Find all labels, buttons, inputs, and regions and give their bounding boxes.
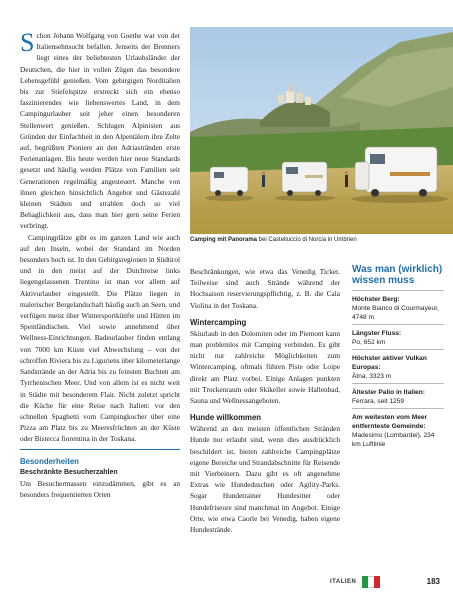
subheading-besucherzahlen: Beschränkte Besucherzahlen — [20, 468, 118, 476]
section-heading-besonderheiten: Besonderheiten — [20, 456, 79, 466]
page-footer — [330, 576, 440, 590]
fact-item: Höchster aktiver Vulkan Europas: Ätna, 3323 m — [352, 349, 444, 381]
fact-item: Längster Fluss: Po, 652 km — [352, 324, 444, 347]
intro-paragraph: Schon Johann Wolfgang von Goethe war von der Italiensehnsucht befallen. Jenseits der Brenners liegt eines der beliebtesten Urlaubsländer der Deutschen, die hier in vollen Zügen das besondere Lebensgefühl genießen. Vom gebirgigen Norditalien bis zur Stiefelspitze erstreckt sich ein ebenso faszinierendes wie liebenswertes Land, in dem Campingurlauber seit jeher einen besonderen Stellenwert genießen. Schlugen Alpinisten aus Gründen der Einfachheit in den Alpentälern ihre Zelte auf, begrüßten Pioniere an den Adriastränden erste Ferienanlagen. Bis heute werden hier neue Standards gesetzt und häufig werden Plätze von Familien seit Generationen regelmäßig angesteuert. Manche von ihnen gleichen hinsichtlich Angebot und Gästezahl kleinen Städten und strahlen doch so viel Behaglichkeit aus, dass man hier gern seine Ferien verbringt. — [20, 28, 180, 231]
section-heading-wintercamping: Wintercamping — [190, 317, 247, 327]
body-paragraph: Campingplätze gibt es im ganzen Land wie auch auf den Inseln, wobei der Standard im Norden besonders hoch ist. In den Gebirgsregionen in Südtirol und in den meist auf der Dutchreise links liegengelassenen Trentino ist man vor allem auf Aktivurlauber eingestellt. Die Plätze liegen in malerischer Bergelandschaft häufig auch an Seen, und verfügen meist über Wintersportkünfte und Hütten im Speinländischen. Viel sowie annehmend über Wellness-Einrichtungen. Badeurlauber finden entlang von 7000 km Küste viel Abwechslung – von der schroffen Riviera bis zu Liguriens über kilometerlange Sandstrände an der Adria bis zu feinsten Buchten am Tyrrhenischen Meer. Und von allem ist es nicht weit in Städte mit besonderem Flair. Nicht zuletzt spricht die Küche für eine Reise nach Italien: vor den schnellen Spaghetti vom Campingkocher über eine Pizza am Platz bis zu Meeresfrüchten an der Küste oder Bistecca fiorentina in der Toskana. — [20, 232, 180, 444]
drop-cap: S — [20, 28, 35, 57]
photo-caption: Camping mit Panorama bei Castelluccio di Norcia in Umbrien — [190, 237, 357, 243]
column-left — [20, 30, 180, 500]
facts-sidebar — [352, 264, 444, 451]
fact-item: Höchster Berg: Monte Bianco di Courmayeur, 4748 m — [352, 290, 444, 322]
column-middle — [190, 266, 340, 535]
body-paragraph: Beschränkungen, wie etwa das Venedig Ticket. Teilweise sind auch Strände während der Hochsaison reservierungspflichtig, z. B. die Cala Violina in der Toskana. — [190, 267, 340, 310]
body-paragraph: Während an den meisten öffentlichen Stränden Hunde nur erlaubt sind, wenn dies ausdrücklich beschildert ist, bieten zahlreiche Campingplätze eigene Bereiche und Strandabschnitte für Reisende mit Vierbeinern. Dazu gibt es oft angenehme Extras wie Hundeduschen oder Agility-Parks. Sogar Hundetrainer Hundesitter oder Hundefriseure sind manchmal im Angebot. Einige Orte, wie etwa Caorle bei Venedig, haben eigene Hundestrände. — [190, 424, 340, 535]
section-label: ITALIEN — [330, 579, 357, 585]
body-paragraph: Um Besuchermassen einzudämmen, gibt es an besonders frequentierten Orten — [20, 478, 180, 499]
sidebar-title: Was man (wirklich) wissen muss — [352, 264, 443, 286]
fact-item: Ältester Palio in Italien: Ferrara, seit 1259 — [352, 383, 444, 406]
section-divider — [20, 449, 180, 450]
fact-item: Am weitesten vom Meer entfernteste Gemeinde: Madesimo (Lombardei), 234 km Luftlinie — [352, 408, 444, 449]
page-number: 183 — [426, 577, 440, 586]
body-paragraph: Skiurlaub in den Dolomiten oder im Piemont kann man problemlos mit Camping verbinden. Es gibt nicht nur zahlreiche Möglichkeiten zum Wintercamping, oftmals führen Piste oder Loipe direkt am Platz vorbei. Einige Anlagen punkten mit Trockenraum oder Skikeller sowie Hallenbad, Sauna und Wellnessangeboten. — [190, 328, 340, 406]
section-heading-hunde: Hunde willkommen — [190, 413, 262, 423]
campsite-photo — [190, 27, 453, 234]
italy-flag-icon — [362, 576, 380, 588]
